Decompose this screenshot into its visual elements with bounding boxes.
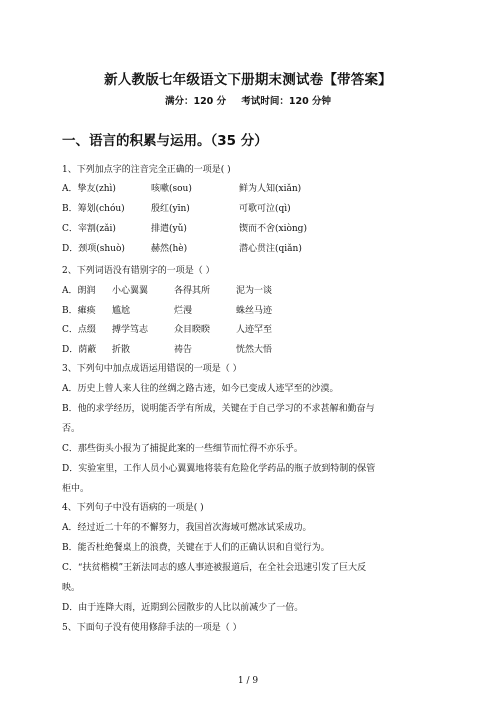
question-5-stem: 5、下面句子没有使用修辞手法的一项是（ ） [62, 623, 242, 633]
option-item: C．宰割(zǎi) [62, 224, 116, 234]
option-item: D．颈项(shuò) [62, 244, 125, 254]
option-item: 可歌可泣(qì) [239, 204, 291, 214]
q3-option-b-cont: 否。 [62, 424, 81, 434]
option-item: 各得其所 [174, 286, 211, 296]
q4-option-a: A．经过近二十年的不懈努力，我国首次海域可燃冰试采成功。 [62, 523, 312, 533]
full-score: 满分：120 分 [164, 96, 227, 107]
option-item: 尴尬 [112, 306, 131, 316]
q3-option-d: D．实验室里，工作人员小心翼翼地将装有危险化学药品的瓶子放到特制的保管 [62, 464, 376, 474]
question-4-stem: 4、下列句子中没有语病的一项是( ) [62, 503, 204, 513]
option-item: C．点缀 [62, 325, 96, 335]
q4-option-d: D．由于连降大雨，近期到公园散步的人比以前减少了一倍。 [62, 603, 304, 613]
question-1-stem: 1、下列加点字的注音完全正确的一项是( ) [62, 165, 231, 175]
q4-option-c: C．“扶贫楷模”王新法同志的感人事迹被报道后，在全社会迅速引发了巨大反 [62, 563, 367, 573]
q3-option-b: B．他的求学经历，说明能否学有所成，关键在于自己学习的不求甚解和勤奋与 [62, 404, 375, 414]
option-item: 殷红(yīn) [151, 204, 190, 214]
q4-option-c-cont: 映。 [62, 583, 81, 593]
option-item: D．荫蔽 [62, 345, 97, 355]
option-item: 咳嗽(sou) [151, 184, 192, 194]
option-item: A．朗润 [62, 286, 96, 296]
option-item: 赫然(hè) [151, 244, 188, 254]
option-item: A．挚友(zhì) [62, 184, 116, 194]
q4-option-b: B．能否杜绝餐桌上的浪费，关键在于人们的正确认识和自觉行为。 [62, 543, 330, 553]
section-heading: 一、语言的积累与运用。（35 分） [62, 133, 268, 149]
option-item: 潜心贯注(qiǎn) [239, 244, 302, 254]
option-item: 祷告 [174, 345, 193, 355]
exam-meta [0, 93, 496, 107]
exam-time: 考试时间：120 分钟 [241, 96, 332, 107]
question-2-stem: 2、下列词语没有错别字的一项是（ ） [62, 266, 215, 276]
option-item: 排遣(yǔ) [151, 224, 187, 234]
page-number: 1 / 9 [237, 676, 259, 686]
q3-option-c: C．那些街头小报为了捕捉此案的一些细节而忙得不亦乐乎。 [62, 444, 303, 454]
question-3-stem: 3、下列句中加点成语运用错误的一项是（ ） [62, 364, 242, 374]
option-item: 恍然大悟 [236, 345, 273, 355]
option-item: 小心翼翼 [112, 286, 149, 296]
option-item: 折散 [112, 345, 131, 355]
option-item: 蛛丝马迹 [236, 306, 273, 316]
option-item: 鲜为人知(xiǎn) [239, 184, 302, 194]
option-item: B．筹划(chóu) [62, 204, 125, 214]
document-title: 新人教版七年级语文下册期末测试卷【带答案】 [104, 72, 392, 88]
option-item: 烂漫 [174, 306, 193, 316]
option-item: 搏学笃志 [112, 325, 149, 335]
q3-option-d-cont: 柜中。 [62, 484, 90, 494]
option-item: 众目睽睽 [174, 325, 211, 335]
option-item: 泥为一谈 [236, 286, 273, 296]
option-item: 人迹罕至 [236, 325, 273, 335]
option-item: 锲而不舍(xiòng) [239, 224, 307, 234]
option-item: B．瘫痪 [62, 306, 96, 316]
q3-option-a: A．历史上曾人来人往的丝绸之路古迹，如今已变成人迹罕至的沙漠。 [62, 384, 339, 394]
